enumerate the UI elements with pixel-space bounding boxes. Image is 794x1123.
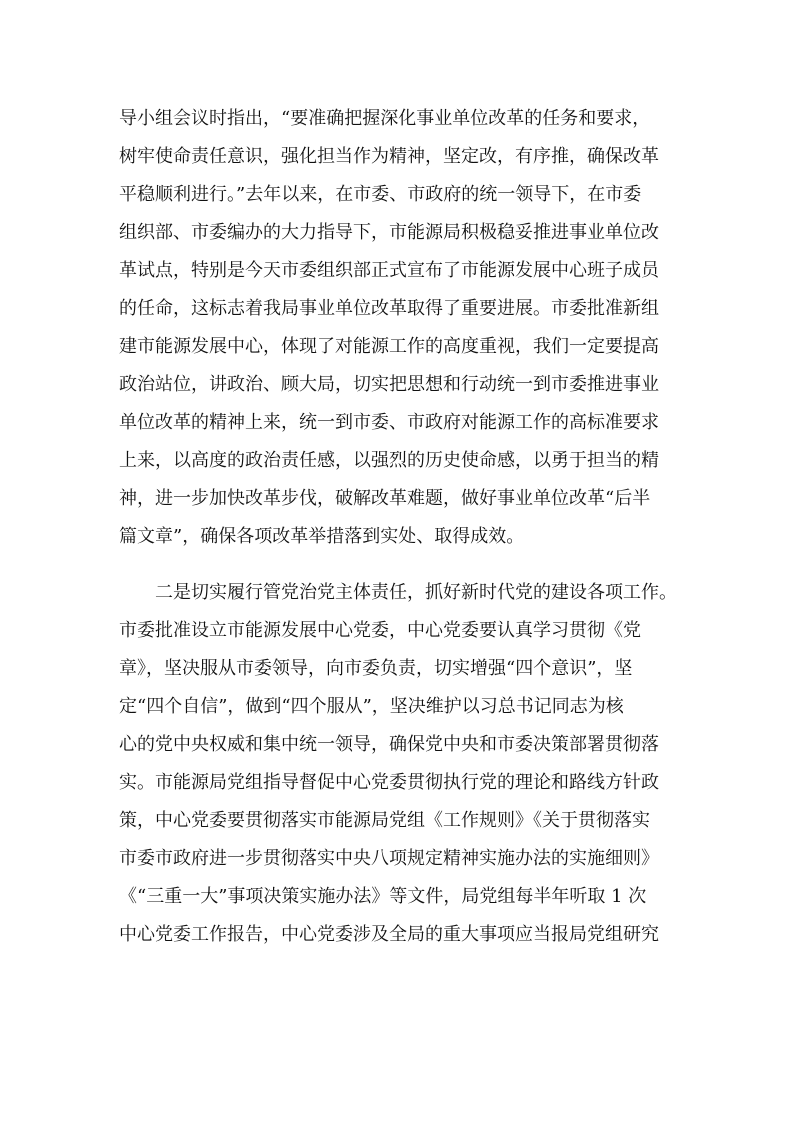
text-line: 实。市能源局党组指导督促中心党委贯彻执行党的理论和路线方针政 xyxy=(119,772,659,793)
text-line: 建市能源发展中心，体现了对能源工作的高度重视，我们一定要提高 xyxy=(119,336,659,357)
text-line: 的任命，这标志着我局事业单位改革取得了重要进展。市委批准新组 xyxy=(119,298,659,319)
text-line: 心的党中央权威和集中统一领导，确保党中央和市委决策部署贯彻落 xyxy=(119,734,659,755)
text-line: 篇文章”，确保各项改革举措落到实处、取得成效。 xyxy=(119,526,525,547)
text-line: 章》，坚决服从市委领导，向市委负责，切实增强“四个意识”，坚 xyxy=(119,658,633,679)
text-line: 单位改革的精神上来，统一到市委、市政府对能源工作的高标准要求 xyxy=(119,412,659,433)
paragraph-gap xyxy=(119,556,679,574)
text-line: 组织部、市委编办的大力指导下，市能源局积极稳妥推进事业单位改 xyxy=(119,222,659,243)
text-line: 市委批准设立市能源发展中心党委，中心党委要认真学习贯彻《党 xyxy=(119,620,641,641)
text-line: 上来，以高度的政治责任感，以强烈的历史使命感，以勇于担当的精 xyxy=(119,450,659,471)
paragraph-1 xyxy=(119,100,679,556)
text-line: 市委市政府进一步贯彻落实中央八项规定精神实施办法的实施细则》 xyxy=(119,848,659,869)
text-line: 平稳顺利进行。”去年以来，在市委、市政府的统一领导下，在市委 xyxy=(119,184,642,205)
text-line: 中心党委工作报告，中心党委涉及全局的重大事项应当报局党组研究 xyxy=(119,924,659,945)
text-line: 政治站位，讲政治、顾大局，切实把思想和行动统一到市委推进事业 xyxy=(119,374,659,395)
text-line: 《“三重一大”事项决策实施办法》等文件，局党组每半年听取 1 次 xyxy=(119,886,647,907)
text-line: 定“四个自信”，做到“四个服从”，坚决维护以习总书记同志为核 xyxy=(119,696,624,717)
text-line: 策，中心党委要贯彻落实市能源局党组《工作规则》《关于贯彻落实 xyxy=(119,810,650,831)
text-line: 树牢使命责任意识，强化担当作为精神，坚定改，有序推，确保改革 xyxy=(119,146,659,167)
text-line: 导小组会议时指出，“要准确把握深化事业单位改革的任务和要求， xyxy=(119,108,651,129)
document-body xyxy=(119,100,679,954)
text-line: 革试点，特别是今天市委组织部正式宣布了市能源发展中心班子成员 xyxy=(119,260,659,281)
text-line: 神，进一步加快改革步伐，破解改革难题，做好事业单位改革“后半 xyxy=(119,488,651,509)
paragraph-2 xyxy=(119,574,679,954)
text-line: 二是切实履行管党治党主体责任，抓好新时代党的建设各项工作。 xyxy=(119,582,677,603)
